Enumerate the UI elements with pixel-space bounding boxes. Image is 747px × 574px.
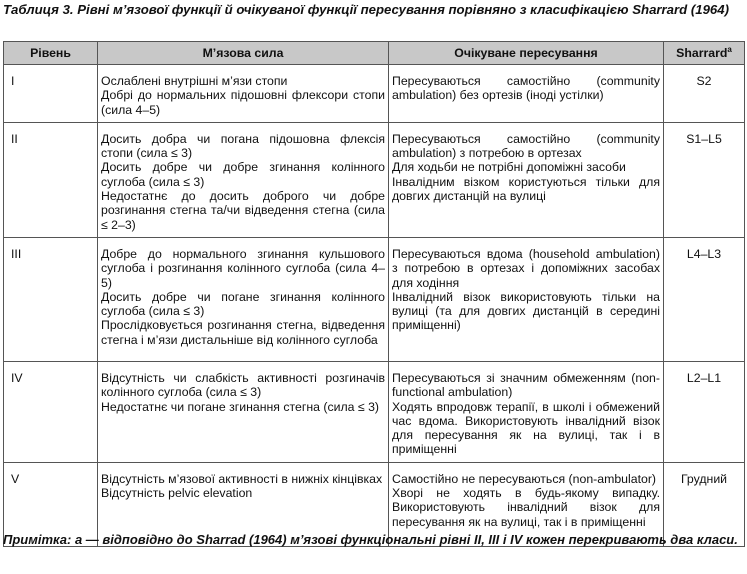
level-cell: I [4,65,98,123]
table-header-row [4,42,745,65]
table-row [4,237,745,361]
muscle-line: Добре до нормального згинання кульшового суглоба і розгинання колінного суглоба (сила 4–5) [101,246,385,290]
table-row [4,361,745,462]
header-level: Рівень [4,42,98,65]
mobility-line: Пересуваються вдома (household ambulation) з потребою в ортезах і допоміжних засобах для ходіння [392,246,660,290]
header-sharrard-label: Sharrard [676,45,728,60]
mobility-line: Ходять впродовж терапії, в школі і обмежений час вдома. Використовують інвалідний візок для пересування як на вулиці, так і в приміщенні [392,399,660,457]
mobility-line: Пересуваються самостійно (community ambulation) без ортезів (іноді устілки) [392,74,660,103]
sharrard-cell: S2 [664,65,745,123]
level-cell: IV [4,361,98,462]
table-row [4,65,745,123]
header-sharrard [664,42,745,65]
mobility-line: Самостійно не пересуваються (non-ambulator) [392,471,657,486]
sharrard-cell: L4–L3 [664,237,745,361]
muscle-line: Відсутність pelvic elevation [101,486,253,501]
header-muscle-strength: М’язова сила [98,42,389,65]
muscle-cell [98,237,389,361]
mobility-cell [389,361,664,462]
mobility-line: Хворі не ходять в будь-якому випадку. Використовують інвалідний візок для пересування як на вулиці, так і в приміщенні [392,486,660,529]
sharrard-cell: L2–L1 [664,361,745,462]
muscle-line: Відсутність чи слабкість активності розгиначів колінного суглоба (сила ≤ 3) [101,370,385,400]
muscle-line: Досить добре чи добре згинання колінного суглоба (сила ≤ 3) [101,160,385,189]
level-cell: V [4,462,98,546]
mobility-line: Інвалідним візком користуються тільки для довгих дистанцій на вулиці [392,174,660,204]
muscle-cell [98,361,389,462]
mobility-line: Інвалідний візок використовують тільки на вулиці (та для довгих дистанцій в середині приміщенні) [392,289,660,333]
mobility-cell [389,122,664,237]
muscle-line: Добрі до нормальних підошовні флексори стопи (сила 4–5) [101,88,385,117]
mobility-cell [389,65,664,123]
mobility-line: Пересуваються самостійно (community ambulation) з потребою в ортезах [392,131,660,161]
muscle-line: Ослаблені внутрішні м’язи стопи [101,74,288,88]
mobility-cell [389,237,664,361]
muscle-line: Досить добре чи погане згинання колінного суглоба (сила ≤ 3) [101,289,385,319]
level-cell: III [4,237,98,361]
mobility-line: Для ходьби не потрібні допоміжні засоби [392,160,626,175]
classification-table [3,41,745,547]
level-cell: II [4,122,98,237]
table-footnote: Примітка: a — відповідно до Sharrad (1964) м’язові функціональні рівні II, III і IV кожен перекривають два класи. [3,532,738,547]
muscle-line: Прослідковується розгинання стегна, відведення стегна і м’язи дистальніше від колінного суглоба [101,318,385,347]
muscle-line: Недостатнє чи погане згинання стегна (сила ≤ 3) [101,399,380,414]
table-caption: Таблиця 3. Рівні м’язової функції й очікуваної функції пересування порівняно з класифікацією Sharrard (1964) [3,2,729,17]
table-row [4,122,745,237]
mobility-line: Пересуваються зі значним обмеженням (non-functional ambulation) [392,370,660,400]
header-expected-mobility: Очікуване пересування [389,42,664,65]
muscle-line: Недостатнє до досить доброго чи добре розгинання стегна та/чи відведення стегна (сила ≤ 2–3) [101,189,385,232]
muscle-cell [98,65,389,123]
sharrard-cell: S1–L5 [664,122,745,237]
muscle-line: Досить добра чи погана підошовна флексія стопи (сила ≤ 3) [101,131,385,161]
header-sharrard-footnote-mark: a [727,44,732,54]
muscle-cell [98,122,389,237]
sharrard-cell: Грудний [664,462,745,546]
muscle-line: Відсутність м’язової активності в нижніх кінцівках [101,471,383,486]
